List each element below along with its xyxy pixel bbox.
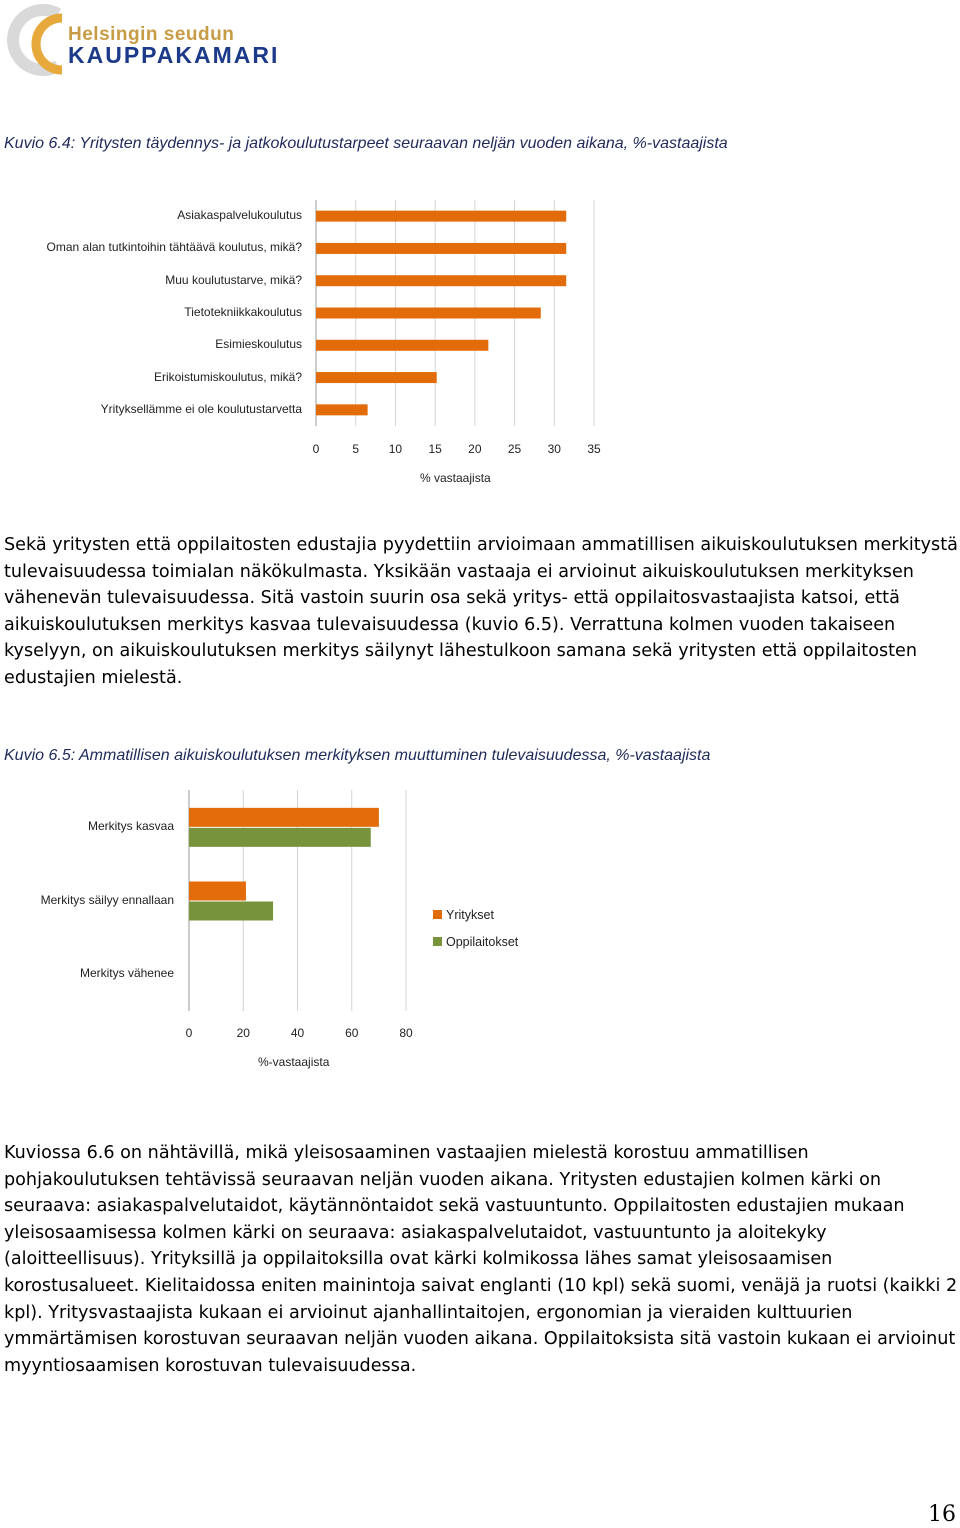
- tick-label: 5: [352, 442, 360, 456]
- category-label: Merkitys vähenee: [79, 966, 174, 981]
- tick-label: 20: [236, 1026, 250, 1040]
- tick-label: 0: [185, 1026, 193, 1040]
- bar: [189, 808, 379, 827]
- tick-label: 25: [507, 442, 522, 456]
- tick-label: 0: [312, 442, 320, 456]
- tick-label: 30: [547, 442, 561, 456]
- logo-text-line1: Helsingin seudun: [68, 24, 235, 45]
- category-label: Oman alan tutkintoihin tähtäävä koulutus, mikä?: [46, 240, 302, 255]
- chart-training-needs: [0, 190, 640, 500]
- logo-c-mark: [0, 0, 70, 85]
- legend-item: [433, 908, 494, 922]
- chart-importance-change: [0, 785, 560, 1085]
- category-label: Merkitys säilyy ennallaan: [40, 892, 174, 907]
- bar: [316, 243, 566, 254]
- bar: [316, 340, 488, 351]
- legend-item: [433, 935, 518, 949]
- legend-swatch: [433, 910, 442, 919]
- x-axis-title: %-vastaajista: [258, 1055, 330, 1069]
- logo-text-line2: KAUPPAKAMARI: [68, 42, 280, 68]
- body-paragraph-1: [4, 532, 958, 692]
- tick-label: 20: [468, 442, 482, 456]
- category-label: Merkitys kasvaa: [87, 818, 174, 833]
- legend-label: Yritykset: [446, 908, 494, 922]
- tick-label: 80: [399, 1026, 413, 1040]
- category-label: Asiakaspalvelukoulutus: [177, 208, 302, 223]
- category-label: Erikoistumiskoulutus, mikä?: [153, 369, 302, 384]
- tick-label: 60: [345, 1026, 359, 1040]
- figure-caption-6-4: Kuvio 6.4: Yritysten täydennys- ja jatkokoulutustarpeet seuraavan neljän vuoden aikana, %-vastaajista: [4, 135, 728, 152]
- tick-label: 40: [290, 1026, 305, 1040]
- body-paragraph-2: [4, 1140, 958, 1379]
- x-axis-title: % vastaajista: [420, 471, 491, 485]
- category-label: Tietotekniikkakoulutus: [184, 305, 302, 319]
- legend-swatch: [433, 937, 442, 946]
- body-paragraph-1-text: Sekä yritysten että oppilaitosten edustajia pyydettiin arvioimaan ammatillisen aikuiskoulutuksen merkitystä tulevaisuudessa toimialan näkökulmasta. Yksikään vastaaja ei arvioinut aikuiskoulutuksen merkityksen vähenevän tulevaisuudessa. Sitä vastoin suurin osa sekä yritys- että oppilaitosvastaajista katsoi, että aikuiskoulutuksen merkitys kasvaa tulevaisuudessa (kuvio 6.5). Verrattuna kolmen vuoden takaiseen kyselyyn, on aikuiskoulutuksen merkitys säilynyt lähestulkoon samana sekä yritysten että oppilaitosten edustajien mielestä.: [4, 535, 958, 688]
- chamber-logo: [0, 0, 290, 85]
- tick-label: 35: [587, 442, 601, 456]
- figure-caption-6-5: Kuvio 6.5: Ammatillisen aikuiskoulutuksen merkityksen muuttuminen tulevaisuudessa, %-vastaajista: [4, 747, 711, 764]
- body-paragraph-2-text: Kuviossa 6.6 on nähtävillä, mikä yleisosaaminen vastaajien mielestä korostuu ammatillisen pohjakoulutuksen tehtävissä seuraavan neljän vuoden aikana. Yritysten edustajien kolmen kärki on seuraava: asiakaspalvelutaidot, käytännöntaidot sekä vastuuntunto. Oppilaitosten edustajien mukaan yleisosaamisessa kolmen kärki on seuraava: asiakaspalvelutaidot, vastuuntunto ja aloitekyky (aloitteellisuus). Yrityksillä ja oppilaitoksilla ovat kärki kolmikossa lähes samat yleisosaamisen korostusalueet. Kielitaidossa eniten mainintoja saivat englanti (10 kpl) sekä suomi, venäjä ja ruotsi (kaikki 2 kpl). Yritysvastaajista kukaan ei arvioinut ajanhallintaitojen, ergonomian ja vieraiden kulttuurien ymmärtämisen korostuvan seuraavan neljän vuoden aikana. Oppilaitoksista sitä vastoin kukaan ei arvioinut myyntiosaamisen korostuvan tulevaisuudessa.: [4, 1143, 958, 1376]
- bar: [316, 308, 541, 319]
- bar: [316, 404, 368, 415]
- bar: [189, 882, 246, 901]
- legend-label: Oppilaitokset: [446, 935, 519, 949]
- tick-label: 10: [388, 442, 403, 456]
- bar: [316, 211, 566, 222]
- category-label: Muu koulutustarve, mikä?: [165, 272, 302, 287]
- category-label: Yrityksellämme ei ole koulutustarvetta: [100, 401, 302, 416]
- bar: [316, 372, 437, 383]
- bar: [189, 902, 273, 921]
- category-label: Esimieskoulutus: [215, 337, 302, 352]
- bar: [316, 275, 566, 286]
- page-number: 16: [928, 1502, 956, 1527]
- tick-label: 15: [428, 442, 442, 456]
- bar: [189, 828, 371, 847]
